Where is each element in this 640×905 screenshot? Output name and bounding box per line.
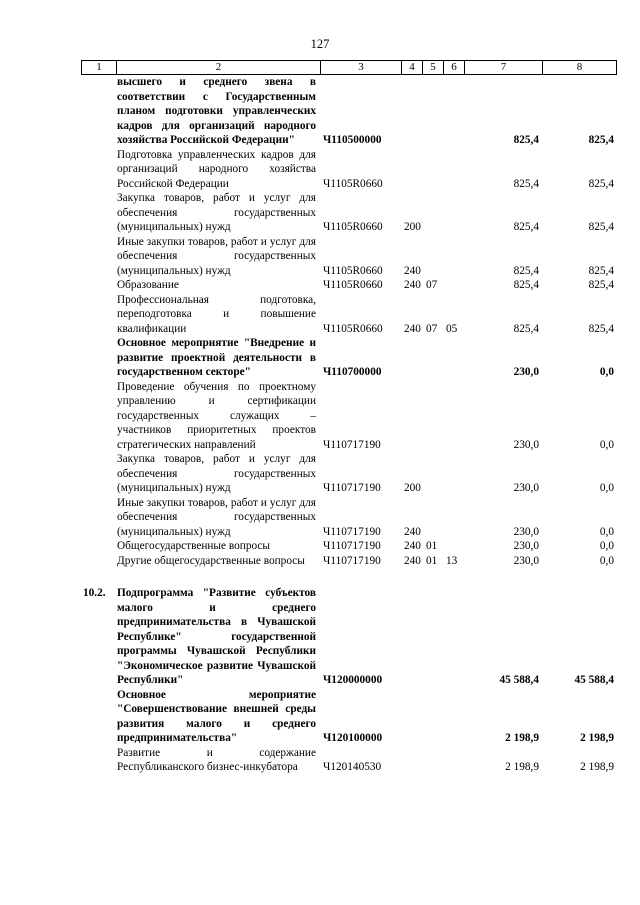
row-value-8: 825,4	[588, 322, 614, 335]
row-value-7: 230,0	[513, 554, 539, 567]
row-code: Ч110500000	[323, 134, 382, 146]
row-code: Ч1105R0660	[323, 264, 383, 277]
row-name: Образование	[117, 279, 179, 291]
row-number: 10.2.	[83, 587, 106, 599]
row-code: Ч120000000	[323, 674, 383, 686]
row-code: Ч110717190	[323, 482, 381, 494]
row-code: Ч120140530	[323, 761, 382, 773]
row-code: Ч110717190	[323, 438, 381, 451]
table-row	[81, 496, 616, 540]
row-rz: 01	[426, 554, 438, 567]
row-name: Основное мероприятие "Совершенствование внешней среды развития малого и среднего предпринимательства"	[117, 688, 316, 744]
row-value-7: 825,4	[513, 279, 539, 291]
column-header-3: 3	[321, 61, 402, 75]
row-value-7: 2 198,9	[505, 761, 539, 773]
row-vr: 240	[404, 279, 421, 291]
table-row	[81, 380, 616, 453]
table-row	[81, 539, 616, 554]
row-value-7: 825,4	[513, 322, 539, 335]
row-value-7: 825,4	[513, 221, 539, 233]
row-value-7: 2 198,9	[505, 732, 539, 744]
column-header-8: 8	[543, 61, 617, 75]
page-number: 127	[310, 37, 330, 51]
table-row	[81, 278, 616, 293]
table-row	[81, 148, 616, 192]
table-row	[81, 688, 616, 746]
row-code: Ч1105R0660	[323, 221, 383, 233]
table-row	[81, 746, 616, 775]
row-name: Закупка товаров, работ и услуг для обеспечения государственных (муниципальных) нужд	[117, 453, 316, 494]
table-row	[81, 586, 616, 688]
row-name: Иные закупки товаров, работ и услуг для обеспечения государственных (муниципальных) нужд	[117, 235, 316, 277]
row-rz: 07	[426, 322, 438, 335]
row-spacer	[81, 568, 616, 586]
column-header-row	[81, 60, 617, 75]
row-code: Ч1105R0660	[323, 322, 383, 335]
table-row	[81, 293, 616, 337]
row-value-7: 230,0	[513, 438, 539, 451]
row-vr: 240	[404, 322, 421, 335]
row-pr: 05	[446, 322, 458, 335]
row-name: Проведение обучения по проектному управлению и сертификации государственных служащих – участников приоритетных проектов стратегических направлений	[117, 380, 316, 451]
row-value-8: 0,0	[599, 525, 614, 538]
row-name: Другие общегосударственные вопросы	[117, 554, 305, 567]
row-value-8: 825,4	[588, 279, 614, 291]
row-value-8: 0,0	[599, 540, 614, 552]
table-row	[81, 452, 616, 496]
row-value-7: 825,4	[513, 134, 539, 146]
table-row	[81, 75, 616, 148]
row-name: Основное мероприятие "Внедрение и развитие проектной деятельности в государственном секторе"	[117, 337, 316, 378]
table-row	[81, 554, 616, 569]
row-pr: 13	[446, 554, 458, 567]
row-name: Профессиональная подготовка, переподготовка и повышение квалификации	[117, 293, 316, 335]
row-value-7: 230,0	[513, 540, 539, 552]
table-row	[81, 235, 616, 279]
row-value-8: 45 588,4	[574, 674, 614, 686]
row-name: Иные закупки товаров, работ и услуг для обеспечения государственных (муниципальных) нужд	[117, 496, 316, 538]
column-header-5: 5	[423, 61, 444, 75]
row-value-8: 825,4	[588, 134, 614, 146]
row-value-7: 825,4	[513, 177, 539, 190]
row-value-8: 0,0	[599, 366, 614, 378]
row-name: Развитие и содержание Республиканского бизнес-инкубатора	[117, 746, 316, 773]
row-rz: 01	[426, 540, 438, 552]
budget-table-body	[81, 75, 616, 775]
row-value-7: 230,0	[513, 482, 539, 494]
row-value-7: 825,4	[513, 264, 539, 277]
row-name: Подпрограмма "Развитие субъектов малого и среднего предпринимательства в Чувашской Республике" государственной программы Чувашской Республики "Экономическое развитие Чувашской Республики"	[117, 587, 316, 686]
row-value-8: 0,0	[599, 554, 614, 567]
row-name: Общегосударственные вопросы	[117, 540, 270, 552]
row-name: высшего и среднего звена в соответствии с Государственным планом подготовки управленческих кадров для организаций народного хозяйства Российской Федерации"	[117, 76, 316, 146]
column-header-4: 4	[402, 61, 423, 75]
table-row	[81, 336, 616, 380]
row-code: Ч110717190	[323, 540, 381, 552]
row-vr: 200	[404, 482, 421, 494]
column-header-6: 6	[444, 61, 465, 75]
row-value-8: 825,4	[588, 264, 614, 277]
row-rz: 07	[426, 279, 438, 291]
row-vr: 200	[404, 221, 421, 233]
column-header-7: 7	[465, 61, 543, 75]
row-value-7: 45 588,4	[499, 674, 539, 686]
column-header-1: 1	[82, 61, 117, 75]
row-value-7: 230,0	[513, 525, 539, 538]
table-row	[81, 191, 616, 235]
row-vr: 240	[404, 264, 421, 277]
row-code: Ч110717190	[323, 525, 381, 538]
row-value-8: 2 198,9	[580, 732, 614, 744]
row-vr: 240	[404, 554, 421, 567]
row-name: Подготовка управленческих кадров для организаций народного хозяйства Российской Федерации	[117, 148, 316, 190]
row-name: Закупка товаров, работ и услуг для обеспечения государственных (муниципальных) нужд	[117, 192, 316, 233]
row-value-8: 0,0	[599, 438, 614, 451]
row-code: Ч110700000	[323, 366, 382, 378]
row-value-8: 2 198,9	[580, 761, 614, 773]
row-code: Ч1105R0660	[323, 177, 383, 190]
row-vr: 240	[404, 525, 421, 538]
row-vr: 240	[404, 540, 421, 552]
row-value-8: 0,0	[599, 482, 614, 494]
row-code: Ч110717190	[323, 554, 381, 567]
column-header-2: 2	[117, 61, 321, 75]
row-code: Ч1105R0660	[323, 279, 383, 291]
row-value-7: 230,0	[513, 366, 539, 378]
row-value-8: 825,4	[588, 221, 614, 233]
row-value-8: 825,4	[588, 177, 614, 190]
row-code: Ч120100000	[323, 732, 383, 744]
